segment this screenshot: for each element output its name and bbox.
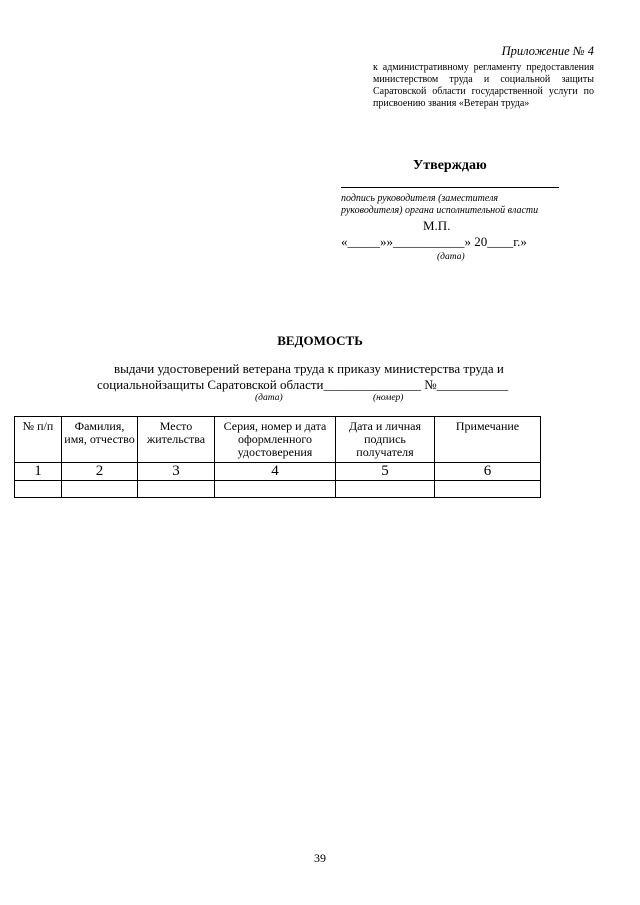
signature-caption: подпись руководителя (заместителя руководителя) органа исполнительной власти: [341, 193, 539, 216]
table-cell: [215, 481, 336, 498]
order-date-caption: (дата): [255, 393, 283, 403]
table-cell: 2: [62, 463, 138, 481]
appendix-text: к административному регламенту предоставления министерством труда и социальной защиты Саратовской области государственной услуги по присвоению звания «Ветеран труда»: [373, 62, 594, 109]
table-cell: 6: [435, 463, 541, 481]
header-cell-signature: Дата и личная подпись получателя: [336, 417, 435, 463]
table-cell: 4: [215, 463, 336, 481]
table-cell: 5: [336, 463, 435, 481]
table-header-row: [15, 417, 541, 463]
header-cell-full-name: Фамилия, имя, отчество: [62, 417, 138, 463]
header-cell-note: Примечание: [435, 417, 541, 463]
table-cell: [336, 481, 435, 498]
approval-title: Утверждаю: [413, 158, 487, 173]
table-cell: 1: [15, 463, 62, 481]
appendix-label: Приложение № 4: [501, 44, 594, 58]
page-number: 39: [314, 851, 326, 865]
issuance-table: [14, 416, 541, 498]
table-row: [15, 463, 541, 481]
document-subtitle-line2: социальнойзащиты Саратовской области_______________ №___________: [97, 377, 509, 392]
table-cell: [138, 481, 215, 498]
approval-date-caption: (дата): [437, 252, 465, 262]
stamp-placeholder: М.П.: [423, 218, 451, 233]
approval-date-line: «_____»»___________» 20____г.»: [341, 234, 527, 249]
document-title: ВЕДОМОСТЬ: [277, 333, 363, 348]
table-row: [15, 481, 541, 498]
signature-line: [341, 187, 559, 188]
header-cell-number: № п/п: [15, 417, 62, 463]
table-cell: 3: [138, 463, 215, 481]
header-cell-certificate: Серия, номер и дата оформленного удостоверения: [215, 417, 336, 463]
table-cell: [15, 481, 62, 498]
table-cell: [435, 481, 541, 498]
table-cell: [62, 481, 138, 498]
header-cell-residence: Место жительства: [138, 417, 215, 463]
document-subtitle-line1: выдачи удостоверений ветерана труда к приказу министерства труда и: [114, 361, 504, 376]
order-number-caption: (номер): [373, 393, 404, 403]
